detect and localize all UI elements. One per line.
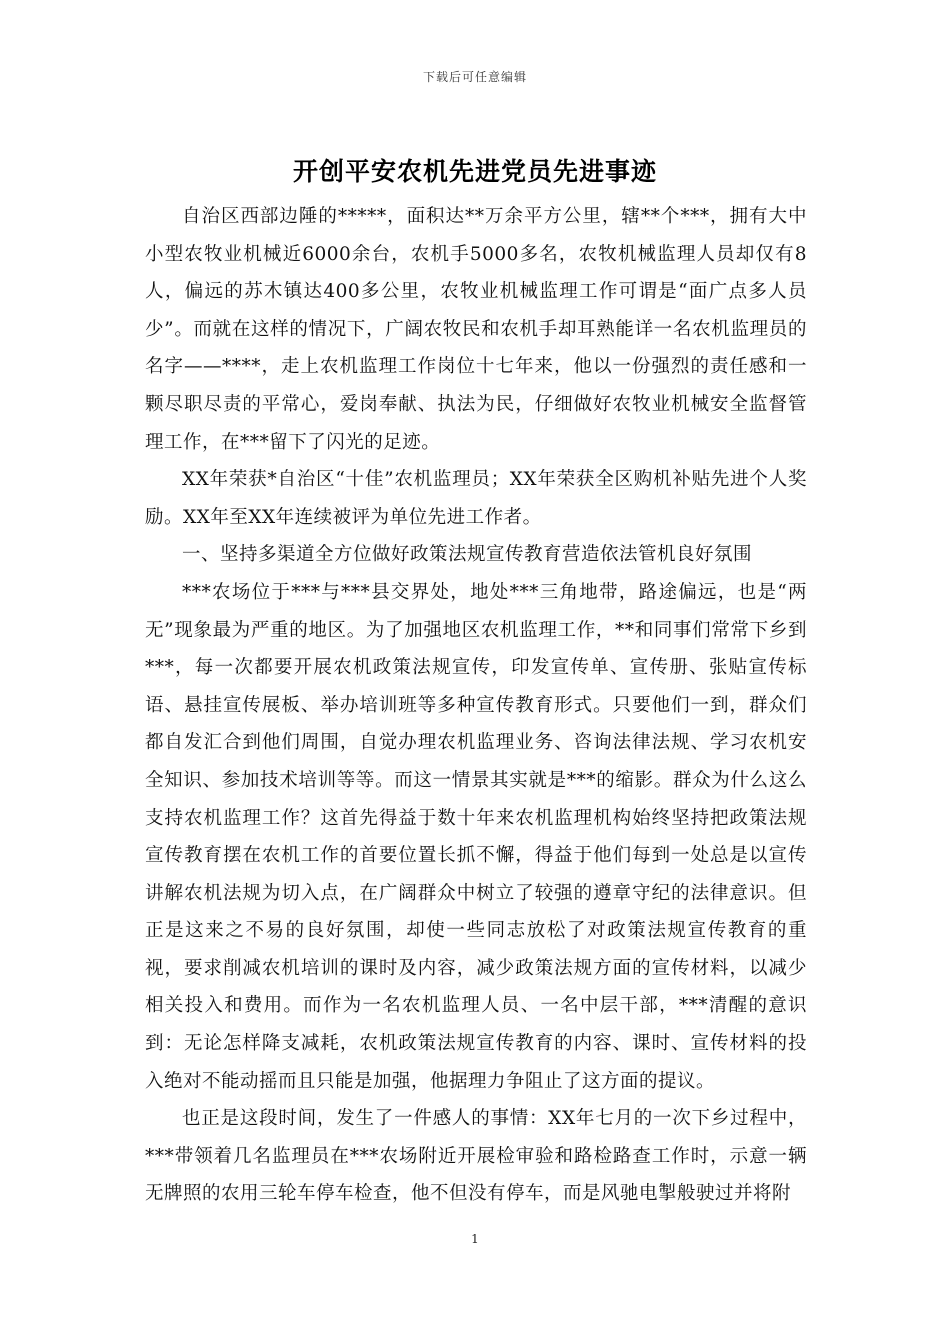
page-number: 1 — [471, 1232, 479, 1246]
header-note: 下载后可任意编辑 — [422, 70, 527, 84]
paragraph-awards: XX年荣获*自治区“十佳”农机监理员；XX年荣获全区购机补贴先进个人奖励。XX年至XX年连续被评为单位先进工作者。 — [145, 469, 807, 528]
section-heading-1: 一、坚持多渠道全方位做好政策法规宣传教育营造依法管机良好氛围 — [182, 544, 753, 566]
document-title: 开创平安农机先进党员先进事迹 — [292, 157, 657, 186]
document-body — [145, 198, 807, 1213]
paragraph-intro: 自治区西部边陲的*****，面积达**万余平方公里，辖**个***，拥有大中小型农牧业机械近6000余台，农机手5000多名，农牧机械监理人员却仅有8人，偏远的苏木镇达400多公里，农牧业机械监理工作可谓是“面广点多人员少”。而就在这样的情况下，广阔农牧民和农机手却耳熟能详一名农机监理员的名字——****，走上农机监理工作岗位十七年来，他以一份强烈的责任感和一颗尽职尽责的平常心，爱岗奉献、执法为民，仔细做好农牧业机械安全监督管理工作，在***留下了闪光的足迹。 — [145, 206, 807, 453]
paragraph-farm: ***农场位于***与***县交界处，地处***三角地带，路途偏远，也是“两无”现象最为严重的地区。为了加强地区农机监理工作，**和同事们常常下乡到***，每一次都要开展农机政策法规宣传，印发宣传单、宣传册、张贴宣传标语、悬挂宣传展板、举办培训班等多种宣传教育形式。只要他们一到，群众们都自发汇合到他们周围，自觉办理农机监理业务、咨询法律法规、学习农机安全知识、参加技术培训等等。而这一情景其实就是***的缩影。群众为什么这么支持农机监理工作？这首先得益于数十年来农机监理机构始终坚持把政策法规宣传教育摆在农机工作的首要位置长抓不懈，得益于他们每到一处总是以宣传讲解农机法规为切入点，在广阔群众中树立了较强的遵章守纪的法律意识。但正是这来之不易的良好氛围，却使一些同志放松了对政策法规宣传教育的重视，要求削减农机培训的课时及内容，减少政策法规方面的宣传材料，以减少相关投入和费用。而作为一名农机监理人员、一名中层干部，***清醒的意识到：无论怎样降支减耗，农机政策法规宣传教育的内容、课时、宣传材料的投入绝对不能动摇而且只能是加强，他据理力争阻止了这方面的提议。 — [145, 581, 807, 1092]
paragraph-incident: 也正是这段时间，发生了一件感人的事情：XX年七月的一次下乡过程中，***带领着几名监理员在***农场附近开展检审验和路检路查工作时，示意一辆无牌照的农用三轮车停车检查，他不但没有停车，而是风驰电掣般驶过并将附 — [145, 1108, 807, 1205]
